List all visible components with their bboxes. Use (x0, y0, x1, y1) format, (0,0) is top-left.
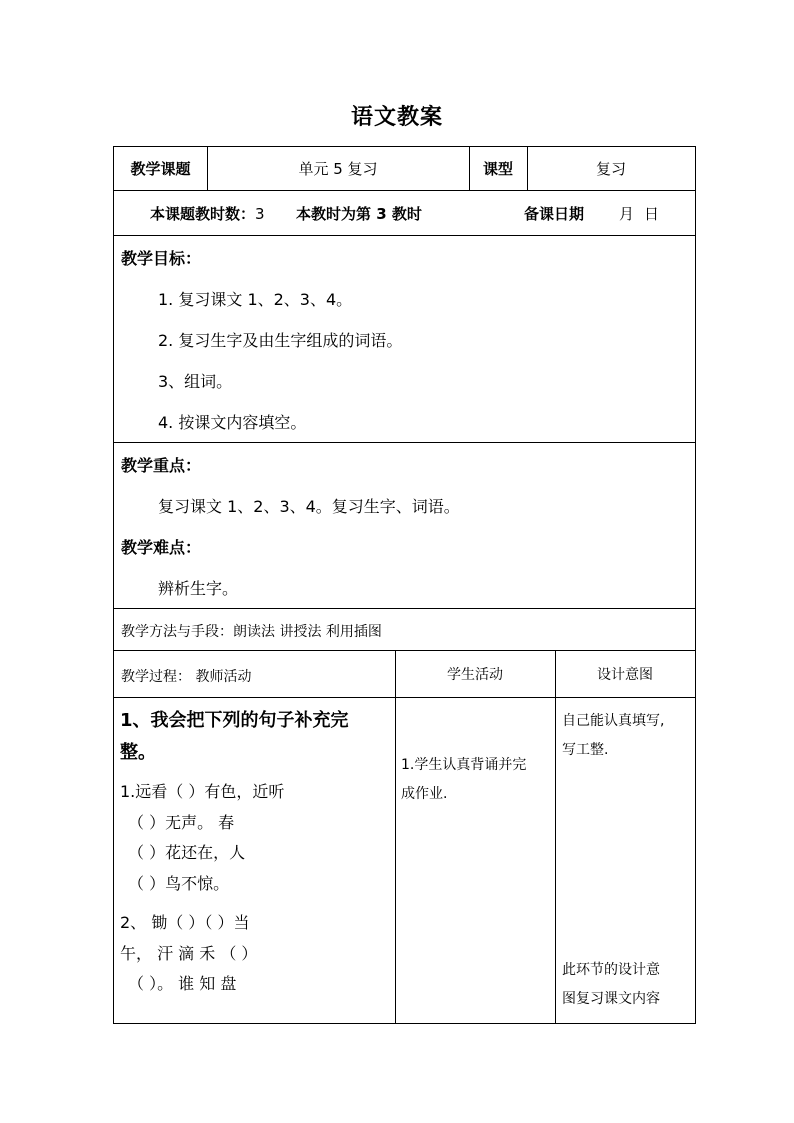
teacher-activity-header: 教学过程： 教师活动 (121, 669, 252, 685)
methods-row (114, 609, 695, 651)
key-points-section (114, 443, 695, 609)
objective-item: 4. 按课文内容填空。 (158, 413, 307, 432)
process-header-row (114, 651, 695, 698)
poem2-line: 2、 锄（ ）（ ）当 (120, 913, 250, 932)
exercise-heading-line1: 1、我会把下列的句子补充完 (120, 710, 349, 731)
prep-month: 月 (619, 205, 635, 223)
key-points-heading: 教学重点： (121, 456, 202, 475)
student-activity-line2: 成作业. (401, 786, 448, 802)
key-points-text: 复习课文 1、2、3、4。复习生字、词语。 (158, 497, 460, 516)
hours-row (114, 191, 695, 236)
document-title: 语文教案 (350, 105, 443, 130)
student-activity-line1: 1.学生认真背诵并完 (401, 757, 527, 773)
methods-text: 教学方法与手段：朗读法 讲授法 利用插图 (121, 624, 382, 640)
exercise-heading-line2: 整。 (120, 742, 156, 763)
lesson-plan-table (113, 146, 696, 1024)
prep-date-label: 备课日期 (524, 205, 585, 223)
total-hours-value: 3 (255, 205, 265, 223)
design-intent-top-line2: 写工整. (562, 742, 609, 758)
prep-day: 日 (644, 205, 660, 223)
type-value: 复习 (595, 160, 626, 178)
design-intent-bottom-line2: 图复习课文内容 (562, 991, 660, 1007)
design-intent-header: 设计意图 (597, 667, 653, 683)
difficulties-text: 辨析生字。 (158, 579, 239, 598)
poem1-line: （ ）花还在，人 (128, 843, 246, 862)
topic-value: 单元 5 复习 (298, 160, 378, 178)
student-activity-header: 学生活动 (447, 667, 503, 683)
objective-item: 1. 复习课文 1、2、3、4。 (158, 290, 353, 309)
design-intent-top-line1: 自己能认真填写, (562, 713, 665, 729)
design-intent-bottom-line1: 此环节的设计意 (562, 962, 660, 978)
poem1-line: 1.远看（ ）有色，近听 (120, 782, 285, 801)
objective-item: 3、组词。 (158, 372, 233, 391)
topic-row (114, 147, 695, 191)
topic-label: 教学课题 (130, 160, 191, 178)
objectives-heading: 教学目标： (121, 249, 202, 268)
poem2-line: 午， 汗 滴 禾 （ ） (120, 944, 258, 963)
difficulties-heading: 教学难点： (121, 538, 202, 557)
poem1-line: （ ）鸟不惊。 (128, 874, 230, 893)
current-hour: 本教时为第 3 教时 (296, 205, 422, 223)
total-hours-label: 本课题教时数： (150, 205, 256, 223)
type-label: 课型 (482, 160, 513, 178)
poem1-line: （ ）无声。 春 (128, 813, 235, 832)
objective-item: 2. 复习生字及由生字组成的词语。 (158, 331, 403, 350)
objectives-section (114, 236, 695, 443)
process-body-row (114, 698, 695, 1023)
poem2-line: （ ）。 谁 知 盘 (128, 974, 237, 993)
